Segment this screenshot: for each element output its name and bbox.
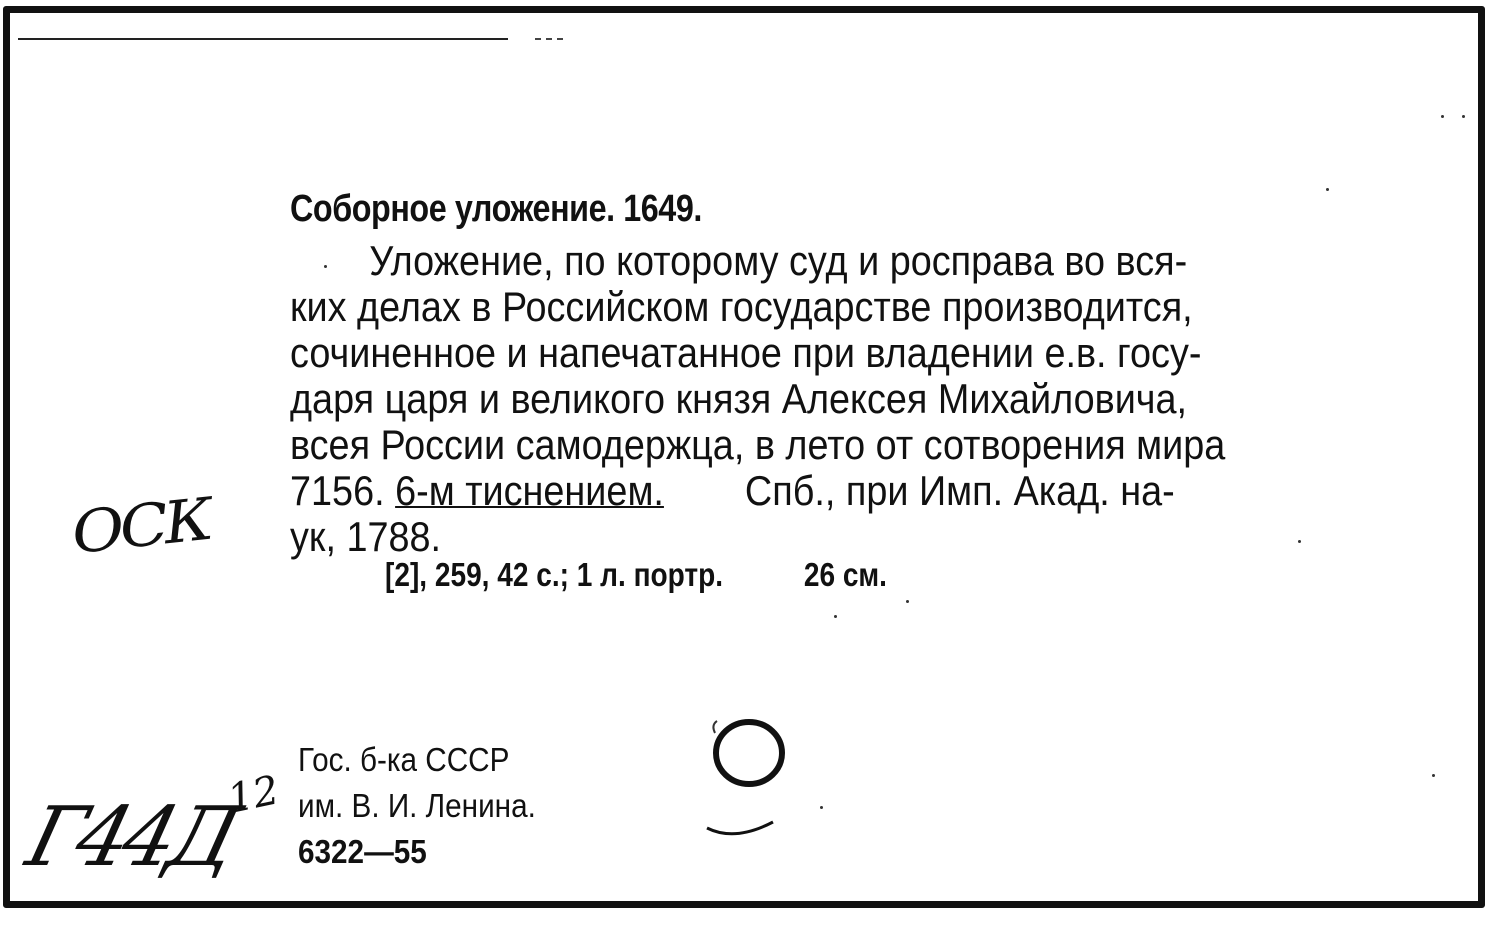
- dust-speck: [1432, 774, 1435, 777]
- library-name-line: Гос. б-ка СССР: [298, 741, 510, 778]
- description-line-5: всея России самодержца, в лето от сотворения мира: [290, 421, 1226, 468]
- description-line-1: Уложение, по которому суд и росправа во вся-: [369, 237, 1188, 284]
- dust-speck: [834, 615, 837, 618]
- pagination-text: [2], 259, 42 с.; 1 л. портр.: [385, 556, 724, 593]
- handwritten-shelf-mark: Г44Д: [18, 790, 244, 885]
- top-rule-dash: [535, 38, 563, 42]
- handwritten-note: ОСК: [68, 485, 213, 567]
- description-line-7: ук, 1788.: [290, 513, 442, 560]
- handwritten-shelf-superscript: 12: [223, 767, 284, 823]
- card-description: [290, 238, 1244, 560]
- publication-year-text: 7156.: [290, 467, 385, 514]
- punch-hole-icon: [711, 715, 785, 795]
- card-title: Соборное уложение. 1649.: [290, 188, 702, 230]
- description-line-4: даря царя и великого князя Алексея Михайловича,: [290, 375, 1188, 422]
- size-text: 26 см.: [803, 556, 887, 593]
- top-rule-line: [18, 38, 508, 40]
- dust-speck: [1462, 115, 1465, 118]
- dust-speck: [906, 600, 909, 603]
- description-line-6: [290, 468, 1244, 514]
- description-line-3: сочиненное и напечатанное при владении е.в. госу-: [290, 329, 1202, 376]
- dust-speck: [1298, 540, 1301, 543]
- dust-speck: [324, 265, 327, 268]
- imprint-text: Спб., при Имп. Акад. на-: [744, 467, 1175, 514]
- card-number: 6322—55: [298, 833, 427, 870]
- dust-speck: [1441, 115, 1444, 118]
- library-name-line-2: им. В. И. Ленина.: [298, 787, 536, 824]
- smudge-mark-icon: [705, 818, 777, 844]
- dust-speck: [1326, 188, 1329, 191]
- library-stamp: [298, 737, 536, 875]
- description-line-2: ких делах в Российском государстве производится,: [290, 283, 1193, 330]
- edition-underlined-text: 6-м тиснением.: [395, 467, 664, 514]
- collation-line: [385, 556, 887, 594]
- dust-speck: [820, 806, 823, 809]
